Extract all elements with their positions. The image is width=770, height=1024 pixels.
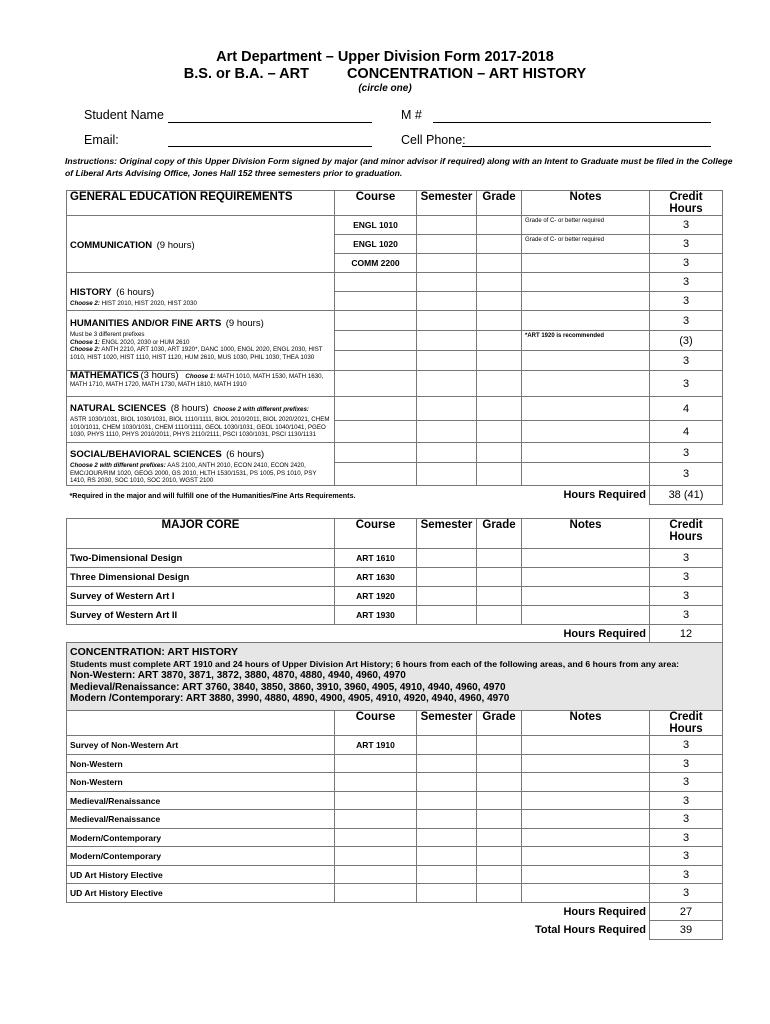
math-hours: (3 hours) xyxy=(140,370,179,381)
natural-sciences-cell xyxy=(67,397,335,443)
conc-row-name: UD Art History Elective xyxy=(67,866,335,884)
math-choose-label: Choose 1: xyxy=(185,373,216,380)
humanities-choose1: ENGL 2020, 2030 or HUM 2610 xyxy=(101,338,190,346)
credit-cell: 3 xyxy=(650,792,723,810)
grade-cell[interactable] xyxy=(477,829,522,847)
course-cell[interactable] xyxy=(335,351,417,371)
major-core-title: MAJOR CORE xyxy=(67,519,335,549)
credit-cell: 3 xyxy=(650,292,723,311)
col-semester: Semester xyxy=(417,191,477,216)
semester-cell[interactable] xyxy=(417,736,477,755)
student-name-label: Student Name xyxy=(84,108,164,122)
credit-cell: 3 xyxy=(650,351,723,371)
gen-ed-footnote: *Required in the major and will fulfill one of the Humanities/Fine Arts Requirements. xyxy=(69,490,356,500)
concentration-label: CONCENTRATION – ART HISTORY xyxy=(346,66,587,82)
core-course-name: Survey of Western Art I xyxy=(67,587,335,606)
credit-cell: 3 xyxy=(650,587,723,606)
note-cell xyxy=(522,371,650,397)
grade-cell[interactable] xyxy=(477,884,522,903)
gen-ed-title: GENERAL EDUCATION REQUIREMENTS xyxy=(67,191,335,216)
note-cell xyxy=(522,463,650,485)
humanities-choose2-label: Choose 2: xyxy=(70,346,100,354)
communication-cell xyxy=(67,216,335,273)
semester-cell[interactable] xyxy=(417,371,477,397)
humanities-must: Must be 3 different prefixes xyxy=(70,331,145,338)
concentration-non-western: Non-Western: ART 3870, 3871, 3872, 3880, 4870, 4880, 4940, 4960, 4970 xyxy=(70,670,406,681)
grade-cell[interactable] xyxy=(477,792,522,810)
communication-name: COMMUNICATION xyxy=(70,240,153,251)
semester-cell[interactable] xyxy=(417,235,477,254)
col-semester: Semester xyxy=(417,711,477,736)
core-hours-required-label: Hours Required xyxy=(563,627,646,640)
course-cell[interactable] xyxy=(335,311,417,331)
course-cell[interactable] xyxy=(335,847,417,866)
circle-one-hint: (circle one) xyxy=(358,83,412,94)
credit-cell: 3 xyxy=(650,273,723,292)
natural-name: NATURAL SCIENCES xyxy=(70,403,167,414)
note-cell xyxy=(522,847,650,866)
social-choose-label: Choose 2 with different prefixes: xyxy=(70,462,166,469)
communication-hours: (9 hours) xyxy=(156,240,195,251)
conc-row-name: Medieval/Renaissance xyxy=(67,792,335,810)
semester-cell[interactable] xyxy=(417,792,477,810)
credit-cell: 3 xyxy=(650,829,723,847)
semester-cell[interactable] xyxy=(417,311,477,331)
col-notes: Notes xyxy=(522,191,650,216)
math-choose: MATH 1010, MATH 1530, MATH 1630, MATH 1710, MATH 1720, MATH 1730, MATH 1810, MATH 1910 xyxy=(70,373,324,388)
natural-choose-label: Choose 2 with different prefixes: xyxy=(213,406,309,413)
credit-cell: 3 xyxy=(650,568,723,587)
grade-cell[interactable] xyxy=(477,443,522,463)
grade-cell[interactable] xyxy=(477,847,522,866)
grade-cell[interactable] xyxy=(477,311,522,331)
history-choose-label: Choose 2: xyxy=(70,299,100,307)
grade-cell[interactable] xyxy=(477,351,522,371)
col-course: Course xyxy=(335,519,417,549)
note-cell: *ART 1920 is recommended xyxy=(522,331,650,351)
social-choose: AAS 2100, ANTH 2010, ECON 2410, ECON 2420, EMC/JOUR/RIM 1020, GEOG 2000, GS 2010, HLTH 1530/1531, PS 1005, PS 1010, PSY 1410, RS 2030, SOC 1010, SOC 2010, WGST 2100 xyxy=(70,462,317,485)
history-hours: (6 hours) xyxy=(116,286,155,298)
course-cell[interactable] xyxy=(335,292,417,311)
course-cell[interactable] xyxy=(335,463,417,485)
note-cell xyxy=(522,311,650,331)
credit-cell: 3 xyxy=(650,463,723,485)
history-choose: HIST 2010, HIST 2020, HIST 2030 xyxy=(101,299,197,307)
grade-cell[interactable] xyxy=(477,568,522,587)
credit-cell: 3 xyxy=(650,755,723,773)
note-cell xyxy=(522,292,650,311)
semester-cell[interactable] xyxy=(417,463,477,485)
conc-row-name: Modern/Contemporary xyxy=(67,847,335,866)
credit-cell: 3 xyxy=(650,216,723,235)
credit-cell: 3 xyxy=(650,254,723,273)
course-cell[interactable] xyxy=(335,773,417,792)
note-cell xyxy=(522,254,650,273)
col-course: Course xyxy=(335,711,417,736)
course-cell[interactable] xyxy=(335,810,417,829)
degree-line xyxy=(0,66,770,82)
course-cell: ART 1630 xyxy=(335,568,417,587)
concentration-title: CONCENTRATION: ART HISTORY xyxy=(70,646,238,658)
credit-cell: 3 xyxy=(650,443,723,463)
grade-cell[interactable] xyxy=(477,866,522,884)
note-cell xyxy=(522,273,650,292)
semester-cell[interactable] xyxy=(417,331,477,351)
note-cell xyxy=(522,421,650,443)
course-cell[interactable] xyxy=(335,755,417,773)
note-cell xyxy=(522,736,650,755)
note-cell xyxy=(522,773,650,792)
grade-cell[interactable] xyxy=(477,331,522,351)
grade-cell[interactable] xyxy=(477,216,522,235)
credit-cell: 3 xyxy=(650,736,723,755)
note-cell xyxy=(522,549,650,568)
credit-cell: 3 xyxy=(650,549,723,568)
concentration-intro: Students must complete ART 1910 and 24 hours of Upper Division Art History; 6 hours from each of the following areas, and 6 hours from any area: xyxy=(70,658,680,669)
col-credit-hours: Credit Hours xyxy=(650,191,723,216)
note-cell xyxy=(522,568,650,587)
course-cell[interactable] xyxy=(335,443,417,463)
concentration-medieval: Medieval/Renaissance: ART 3760, 3840, 3850, 3860, 3910, 3960, 4905, 4910, 4940, 4960, 4970 xyxy=(70,681,506,693)
social-sciences-cell xyxy=(67,443,335,486)
note-cell xyxy=(522,351,650,371)
credit-cell: 4 xyxy=(650,397,723,421)
cell-phone-label: Cell Phone: xyxy=(401,133,466,147)
note-cell xyxy=(522,810,650,829)
m-number-label: M # xyxy=(401,108,422,122)
conc-row-name: Modern/Contemporary xyxy=(67,829,335,847)
semester-cell[interactable] xyxy=(417,397,477,421)
gen-ed-hours-required: 38 (41) xyxy=(650,485,723,504)
social-name: SOCIAL/BEHAVIORAL SCIENCES xyxy=(70,449,222,460)
course-cell[interactable] xyxy=(335,866,417,884)
gen-ed-hours-required-label: Hours Required xyxy=(563,489,646,502)
grade-cell[interactable] xyxy=(477,421,522,443)
grade-cell[interactable] xyxy=(477,773,522,792)
humanities-cell xyxy=(67,311,335,371)
credit-cell: 4 xyxy=(650,421,723,443)
humanities-choose2: ANTH 2210, ART 1030, ART 1920*, DANC 1000, ENGL 2020, ENGL 2030, HIST 1010, HIST 1020, HIST 1110, HIST 1120, HUM 2610, MUS 1030, PHIL 1030, THEA 1030 xyxy=(70,346,323,361)
semester-cell[interactable] xyxy=(417,254,477,273)
email-field[interactable] xyxy=(168,146,372,147)
grade-cell[interactable] xyxy=(477,606,522,625)
course-cell: ENGL 1020 xyxy=(335,235,417,254)
credit-cell: 3 xyxy=(650,235,723,254)
semester-cell[interactable] xyxy=(417,866,477,884)
course-cell: ART 1930 xyxy=(335,606,417,625)
conc-row-name: Non-Western xyxy=(67,773,335,792)
course-cell[interactable] xyxy=(335,371,417,397)
semester-cell[interactable] xyxy=(417,549,477,568)
course-cell: COMM 2200 xyxy=(335,254,417,273)
credit-cell: 3 xyxy=(650,311,723,331)
email-label: Email: xyxy=(84,133,119,147)
form-title: Art Department – Upper Division Form 2017-2018 xyxy=(216,49,554,65)
col-grade: Grade xyxy=(477,519,522,549)
grade-cell[interactable] xyxy=(477,736,522,755)
core-course-name: Survey of Western Art II xyxy=(67,606,335,625)
col-notes: Notes xyxy=(522,519,650,549)
note-cell xyxy=(522,755,650,773)
grade-cell[interactable] xyxy=(477,463,522,485)
total-hours-required: 39 xyxy=(650,921,723,940)
total-hours-required-label: Total Hours Required xyxy=(534,924,646,936)
concentration-modern: Modern /Contemporary: ART 3880, 3990, 4880, 4890, 4900, 4905, 4910, 4920, 4940, 4960, 4970 xyxy=(70,693,510,704)
col-course: Course xyxy=(335,191,417,216)
note-cell xyxy=(522,792,650,810)
semester-cell[interactable] xyxy=(417,568,477,587)
credit-cell: 3 xyxy=(650,810,723,829)
grade-cell[interactable] xyxy=(477,755,522,773)
col-semester: Semester xyxy=(417,519,477,549)
core-hours-required: 12 xyxy=(650,625,723,643)
course-cell[interactable] xyxy=(335,884,417,903)
note-cell xyxy=(522,829,650,847)
note-cell: Grade of C- or better required xyxy=(522,235,650,254)
semester-cell[interactable] xyxy=(417,810,477,829)
natural-choose: ASTR 1030/1031, BIOL 1030/1031, BIOL 1110/1111, BIOL 2010/2011, BIOL 2020/2021, CHEM 1010/1011, CHEM 1030/1031, CHEM 1110/1111, GEOL 1030/1031, GEOL 1040/1041, PGEO 1030, PHYS 1110, PHYS 2010/2011, PHYS 2110/2111, PSCI 1030/1031, PSCI 1130/1131 xyxy=(70,416,330,439)
semester-cell[interactable] xyxy=(417,829,477,847)
semester-cell[interactable] xyxy=(417,351,477,371)
natural-hours: (8 hours) xyxy=(170,403,209,414)
degree-option[interactable]: B.S. or B.A. – ART xyxy=(183,66,309,82)
grade-cell[interactable] xyxy=(477,549,522,568)
col-notes: Notes xyxy=(522,711,650,736)
humanities-hours: (9 hours) xyxy=(225,318,264,329)
cell-phone-field[interactable] xyxy=(462,146,711,147)
m-number-field[interactable] xyxy=(433,122,711,123)
grade-cell[interactable] xyxy=(477,292,522,311)
course-cell: ART 1920 xyxy=(335,587,417,606)
core-course-name: Two-Dimensional Design xyxy=(67,549,335,568)
note-cell xyxy=(522,606,650,625)
grade-cell[interactable] xyxy=(477,397,522,421)
concentration-block xyxy=(67,643,723,711)
history-cell xyxy=(67,273,335,311)
grade-cell[interactable] xyxy=(477,371,522,397)
note-cell xyxy=(522,397,650,421)
semester-cell[interactable] xyxy=(417,847,477,866)
course-cell[interactable] xyxy=(335,792,417,810)
conc-row-name: Survey of Non-Western Art xyxy=(67,736,335,755)
credit-cell: 3 xyxy=(650,773,723,792)
social-hours: (6 hours) xyxy=(226,449,265,460)
semester-cell[interactable] xyxy=(417,421,477,443)
conc-row-name: Non-Western xyxy=(67,755,335,773)
credit-cell: (3) xyxy=(650,331,723,351)
course-cell: ENGL 1010 xyxy=(335,216,417,235)
conc-hours-required: 27 xyxy=(650,903,723,921)
instructions: Instructions: Original copy of this Upper Division Form signed by major (and minor advisor if required) along with an Intent to Graduate must be filed in the College of Liberal Arts Advising Office, Jones Hall 152 three semesters prior to graduation. xyxy=(65,156,733,178)
gen-ed-table xyxy=(66,190,723,505)
course-cell[interactable] xyxy=(335,421,417,443)
course-cell[interactable] xyxy=(335,829,417,847)
note-cell xyxy=(522,587,650,606)
note-cell xyxy=(522,884,650,903)
semester-cell[interactable] xyxy=(417,773,477,792)
grade-cell[interactable] xyxy=(477,810,522,829)
student-name-field[interactable] xyxy=(168,122,372,123)
credit-cell: 3 xyxy=(650,606,723,625)
credit-cell: 3 xyxy=(650,847,723,866)
col-credit-hours: Credit Hours xyxy=(650,519,723,549)
col-grade: Grade xyxy=(477,711,522,736)
history-name: HISTORY xyxy=(70,286,112,298)
course-cell[interactable] xyxy=(335,331,417,351)
conc-row-name: UD Art History Elective xyxy=(67,884,335,903)
note-cell xyxy=(522,866,650,884)
major-core-table xyxy=(66,518,723,940)
semester-cell[interactable] xyxy=(417,606,477,625)
course-cell: ART 1610 xyxy=(335,549,417,568)
col-credit-hours: Credit Hours xyxy=(650,711,723,736)
math-cell xyxy=(67,371,335,397)
col-grade: Grade xyxy=(477,191,522,216)
conc-hours-required-label: Hours Required xyxy=(563,905,646,918)
grade-cell[interactable] xyxy=(477,235,522,254)
credit-cell: 3 xyxy=(650,866,723,884)
humanities-name: HUMANITIES AND/OR FINE ARTS xyxy=(70,318,222,329)
semester-cell[interactable] xyxy=(417,443,477,463)
credit-cell: 3 xyxy=(650,371,723,397)
semester-cell[interactable] xyxy=(417,755,477,773)
course-cell[interactable] xyxy=(335,273,417,292)
semester-cell[interactable] xyxy=(417,884,477,903)
note-cell xyxy=(522,443,650,463)
semester-cell[interactable] xyxy=(417,292,477,311)
credit-cell: 3 xyxy=(650,884,723,903)
math-name: MATHEMATICS xyxy=(70,370,139,381)
grade-cell[interactable] xyxy=(477,254,522,273)
core-course-name: Three Dimensional Design xyxy=(67,568,335,587)
semester-cell[interactable] xyxy=(417,216,477,235)
course-cell[interactable] xyxy=(335,397,417,421)
grade-cell[interactable] xyxy=(477,587,522,606)
conc-header-blank xyxy=(67,711,335,736)
semester-cell[interactable] xyxy=(417,273,477,292)
conc-row-name: Medieval/Renaissance xyxy=(67,810,335,829)
course-cell: ART 1910 xyxy=(335,736,417,755)
note-cell: Grade of C- or better required xyxy=(522,216,650,235)
grade-cell[interactable] xyxy=(477,273,522,292)
humanities-choose1-label: Choose 1: xyxy=(70,338,100,346)
semester-cell[interactable] xyxy=(417,587,477,606)
